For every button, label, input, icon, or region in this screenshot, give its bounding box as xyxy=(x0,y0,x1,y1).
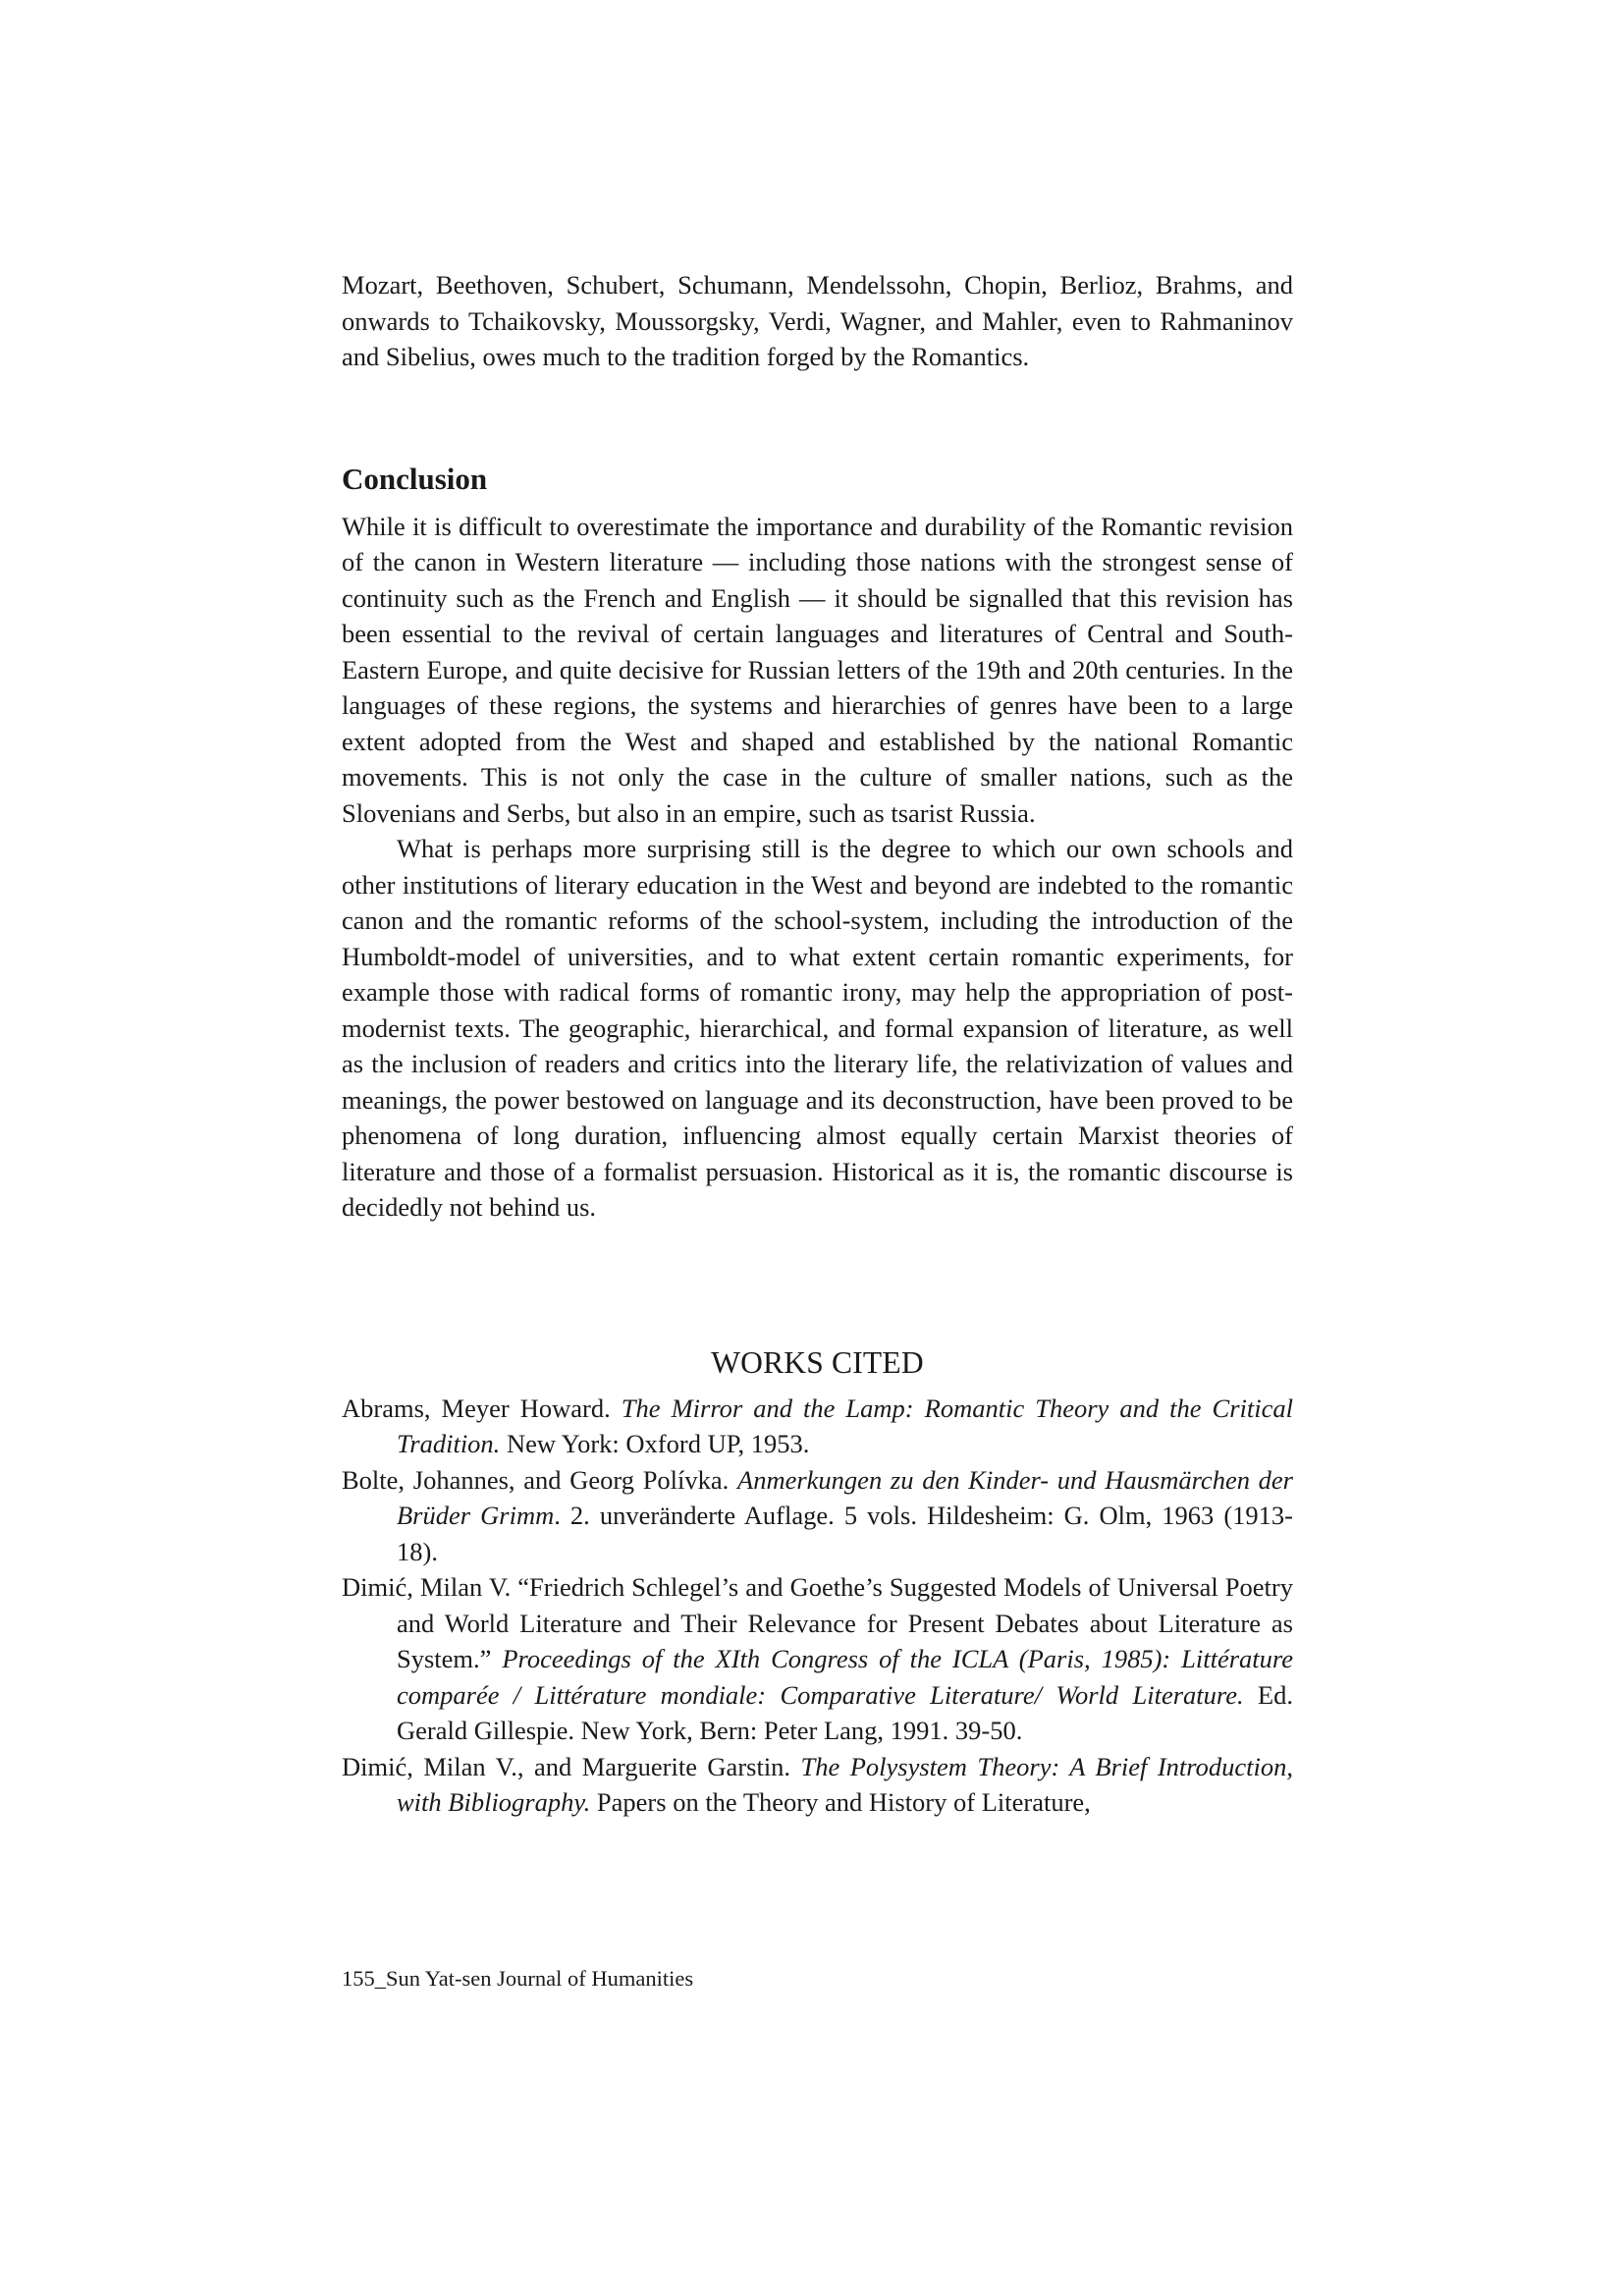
page-footer: 155_Sun Yat-sen Journal of Humanities xyxy=(342,1966,694,1991)
citation-publication: . 2. unveränderte Auflage. 5 vols. Hildesheim: G. Olm, 1963 (1913-18). xyxy=(397,1501,1293,1566)
works-cited-list xyxy=(342,1391,1293,1821)
citation-title: The Polysystem Theory: A Brief Introduction, with Bibliography. xyxy=(397,1751,1293,1817)
citation-publication: New York: Oxford UP, 1953. xyxy=(500,1429,810,1458)
citation-author: Bolte, Johannes, and Georg Polívka. xyxy=(342,1464,738,1495)
citation-title: Anmerkungen zu den Kinder- und Hausmärchen der Brüder Grimm xyxy=(397,1464,1293,1530)
citation-author: Dimić, Milan V. “Friedrich Schlegel’s and Goethe’s Suggested Models of Universal Poetry and World Literature and Their Relevance for Present Debates about Literature as System.” xyxy=(342,1572,1293,1673)
works-cited-heading: WORKS CITED xyxy=(711,1344,924,1380)
citation-entry xyxy=(342,1749,1293,1821)
citation-publication: Papers on the Theory and History of Literature, xyxy=(590,1787,1091,1817)
citation-entry xyxy=(342,1569,1293,1749)
citation-entry xyxy=(342,1462,1293,1570)
citation-author: Dimić, Milan V., and Marguerite Garstin. xyxy=(342,1751,801,1781)
conclusion-paragraph-2: What is perhaps more surprising still is the degree to which our own schools and other institutions of literary education in the West and beyond are indebted to the romantic canon and the romantic reforms of the school-system, including the introduction of the Humboldt-model of universities, and to what extent certain romantic experiments, for example those with radical forms of romantic irony, may help the appropriation of post-modernist texts. The geographic, hierarchical, and formal expansion of literature, as well as the inclusion of readers and critics into the literary life, the relativization of values and meanings, the power bestowed on language and its deconstruction, have been proved to be phenomena of long duration, influencing almost equally certain Marxist theories of literature and those of a formalist persuasion. Historical as it is, the romantic discourse is decidedly not behind us. xyxy=(342,834,1293,1222)
conclusion-heading: Conclusion xyxy=(342,461,488,496)
opening-paragraph: Mozart, Beethoven, Schubert, Schumann, Mendelssohn, Chopin, Berlioz, Brahms, and onwards to Tchaikovsky, Moussorgsky, Verdi, Wagner, and Mahler, even to Rahmaninov and Sibelius, owes much to the tradition forged by the Romantics. xyxy=(342,270,1293,371)
conclusion-paragraph-1: While it is difficult to overestimate the importance and durability of the Romantic revision of the canon in Western literature — including those nations with the strongest sense of continuity such as the French and English — it should be signalled that this revision has been essential to the revival of certain languages and literatures of Central and South-Eastern Europe, and quite decisive for Russian letters of the 19th and 20th centuries. In the languages of these regions, the systems and hierarchies of genres have been to a large extent adopted from the West and shaped and established by the national Romantic movements. This is not only the case in the culture of smaller nations, such as the Slovenians and Serbs, but also in an empire, such as tsarist Russia. xyxy=(342,511,1293,828)
citation-entry xyxy=(342,1391,1293,1462)
page-body xyxy=(342,267,1293,1821)
citation-publication: Ed. Gerald Gillespie. New York, Bern: Peter Lang, 1991. 39-50. xyxy=(397,1679,1293,1745)
citation-author: Abrams, Meyer Howard. xyxy=(342,1393,622,1423)
citation-title: Proceedings of the XIth Congress of the ICLA (Paris, 1985): Littérature comparée / Littérature mondiale: Comparative Literature/ World Literature. xyxy=(397,1644,1293,1710)
citation-title: The Mirror and the Lamp: Romantic Theory and the Critical Tradition. xyxy=(397,1393,1293,1458)
